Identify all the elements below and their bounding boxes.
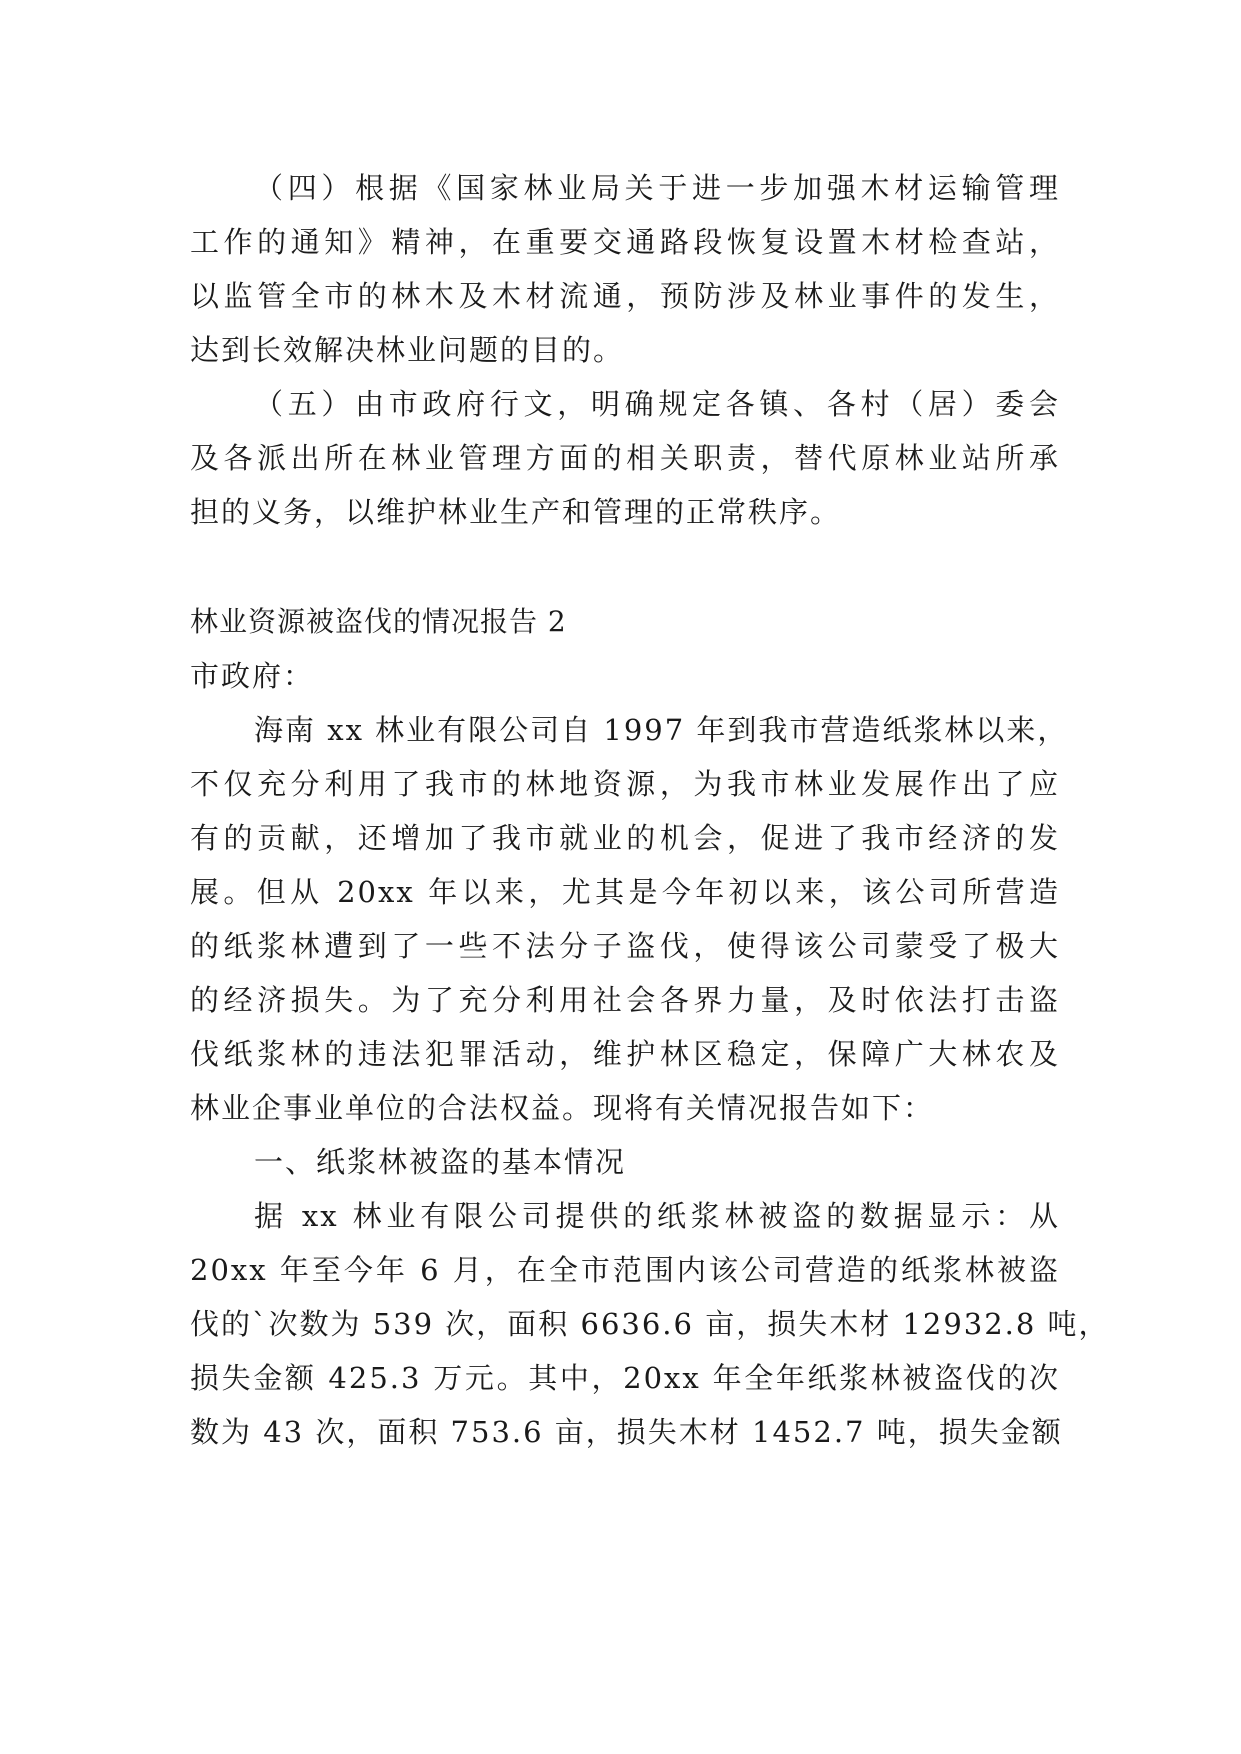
paragraph-data	[190, 1189, 1110, 1459]
document-body	[190, 161, 1110, 1459]
text-line: 展。但从 20xx 年以来，尤其是今年初以来，该公司所营造	[190, 875, 1060, 909]
text-line: 的纸浆林遭到了一些不法分子盗伐，使得该公司蒙受了极大	[190, 929, 1060, 963]
text-line: 20xx 年至今年 6 月，在全市范围内该公司营造的纸浆林被盗	[190, 1253, 1060, 1287]
text-line: 及各派出所在林业管理方面的相关职责，替代原林业站所承	[190, 441, 1060, 475]
paragraph-item-5	[190, 377, 1060, 539]
text-line: 伐的`次数为 539 次，面积 6636.6 亩，损失木材 12932.8 吨，	[190, 1307, 1110, 1341]
text-line: 有的贡献，还增加了我市就业的机会，促进了我市经济的发	[190, 821, 1060, 855]
paragraph-item-4	[190, 161, 1060, 377]
text-line: 林业企事业单位的合法权益。现将有关情况报告如下：	[190, 1091, 935, 1125]
text-line: 以监管全市的林木及木材流通，预防涉及林业事件的发生，	[190, 279, 1060, 313]
text-line: 损失金额 425.3 万元。其中，20xx 年全年纸浆林被盗伐的次	[190, 1361, 1060, 1395]
text-line: 担的义务，以维护林业生产和管理的正常秩序。	[190, 495, 842, 529]
text-line: 不仅充分利用了我市的林地资源，为我市林业发展作出了应	[190, 767, 1060, 801]
section-heading: 一、纸浆林被盗的基本情况	[254, 1145, 627, 1179]
salutation: 市政府：	[190, 659, 315, 693]
report-title: 林业资源被盗伐的情况报告 2	[190, 605, 567, 638]
text-line: 数为 43 次，面积 753.6 亩，损失木材 1452.7 吨，损失金额	[190, 1415, 1063, 1449]
section-gap	[190, 539, 1060, 595]
text-line: 据 xx 林业有限公司提供的纸浆林被盗的数据显示：从	[254, 1199, 1060, 1233]
text-line: 海南 xx 林业有限公司自 1997 年到我市营造纸浆林以来，	[254, 713, 1069, 747]
text-line: 工作的通知》精神，在重要交通路段恢复设置木材检查站，	[190, 225, 1060, 259]
text-line: （四）根据《国家林业局关于进一步加强木材运输管理	[254, 171, 1060, 205]
paragraph-intro	[190, 703, 1069, 1135]
text-line: 达到长效解决林业问题的目的。	[190, 333, 625, 367]
text-line: 伐纸浆林的违法犯罪活动，维护林区稳定，保障广大林农及	[190, 1037, 1060, 1071]
text-line: 的经济损失。为了充分利用社会各界力量，及时依法打击盗	[190, 983, 1060, 1017]
text-line: （五）由市政府行文，明确规定各镇、各村（居）委会	[254, 387, 1060, 421]
